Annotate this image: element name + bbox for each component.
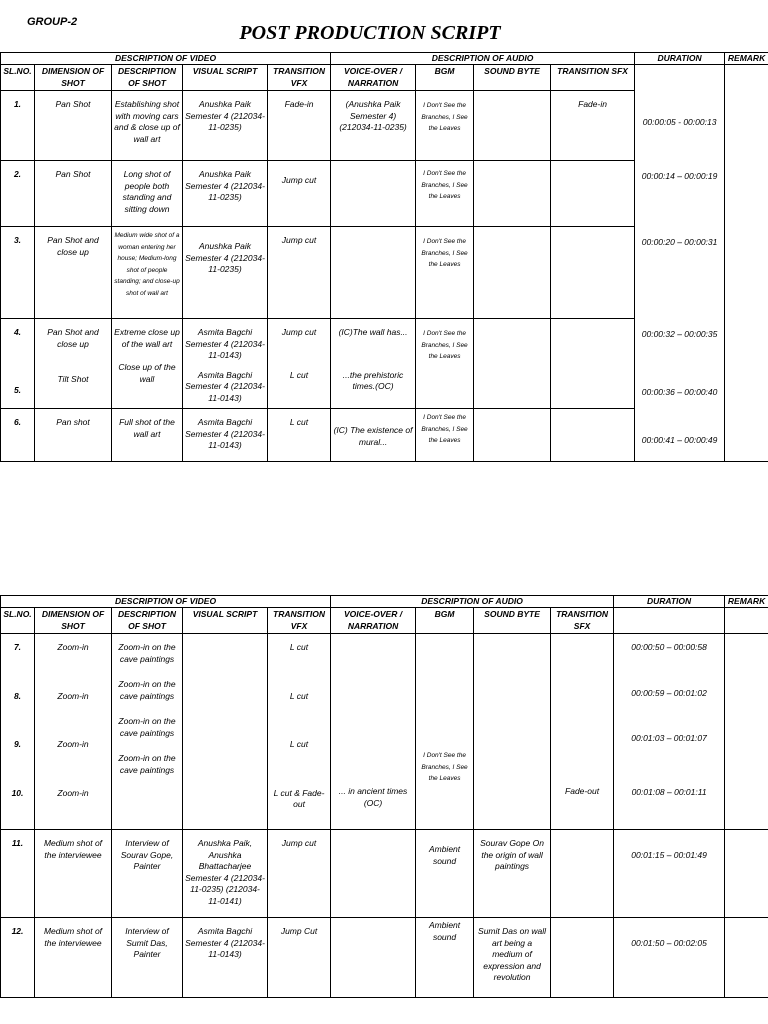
duration-cell: 00:00:41 – 00:00:49 [641,435,718,445]
voice-over-cell: ... in ancient times (OC) [331,634,416,830]
sl-10: 10. [11,787,24,798]
voice-over-5: ...the prehistoric times.(OC) [342,369,404,391]
col-visual-script-header: VISUAL SCRIPT [183,608,268,634]
sound-byte-cell [474,91,551,161]
description-text: Medium wide shot of a woman entering her house; Medium-long shot of people standing; and close-up shot of wall art [114,232,180,297]
description-cell: Interview of Sourav Gope, Painter [112,830,183,918]
audio-group-header: DESCRIPTION OF AUDIO [331,53,635,65]
transition-vfx-5: L cut [289,369,309,380]
sl-5: 5. [13,384,22,395]
visual-script-cell: Anushka Paik, Anushka Bhattacharjee Semester 4 (212034-11-0235) (212034-11-0141) [183,830,268,918]
col-sound-byte-header: SOUND BYTE [474,608,551,634]
col-voice-over-header: VOICE-OVER / NARRATION [331,65,416,91]
bgm-text: I Don't See the Branches, I See the Leaves [421,330,468,360]
video-group-header: DESCRIPTION OF VIDEO [1,53,331,65]
video-group-header: DESCRIPTION OF VIDEO [1,596,331,608]
col-voice-over-header: VOICE-OVER / NARRATION [331,608,416,634]
transition-vfx-cell: Jump cut [268,830,331,918]
transition-sfx-cell [551,409,635,462]
duration-cell: 00:01:50 – 00:02:05 [614,918,725,998]
col-description-header: DESCRIPTION OF SHOT [112,608,183,634]
group-header-row [1,596,768,608]
bgm-text: I Don't See the Branches, I See the Leaves [421,752,468,782]
description-cell [112,227,183,319]
duration-cell: 00:00:32 – 00:00:35 [641,329,718,339]
dimension-cell: Pan Shot [35,91,112,161]
bgm-cell [416,319,474,409]
bgm-cell: Ambient sound [416,830,474,918]
dimension-cell: Medium shot of the interviewee [35,918,112,998]
dimension-cell: Pan Shot and close up [35,227,112,319]
transition-vfx-cell [268,634,331,830]
sl-cell: 2. [1,161,35,227]
voice-over-cell: (Anushka Paik Semester 4) (212034-11-0235) [331,91,416,161]
duration-7: 00:00:50 – 00:00:58 [631,642,707,652]
description-9: Zoom-in on the cave paintings [118,716,176,738]
bgm-cell [416,227,474,319]
dimension-cell: Pan shot [35,409,112,462]
visual-script-cell [183,634,268,830]
remark-header: REMARK [725,53,768,65]
table-row [1,634,768,830]
page-title: POST PRODUCTION SCRIPT [239,22,501,44]
duration-cell: 00:00:14 – 00:00:19 [641,171,718,181]
transition-sfx-cell [551,227,635,319]
sl-4: 4. [13,327,22,337]
transition-vfx-4: Jump cut [281,327,317,337]
script-table-2 [0,595,768,998]
transition-vfx-cell: L cut [268,409,331,462]
voice-over-cell [331,227,416,319]
description-cell [112,319,183,409]
bgm-cell [416,409,474,462]
visual-script-5: Asmita Bagchi Semester 4 (212034-11-0143) [185,369,265,403]
audio-group-header: DESCRIPTION OF AUDIO [331,596,614,608]
remark-cell [725,918,768,998]
col-bgm-header: BGM [416,65,474,91]
visual-script-cell: Anushka Paik Semester 4 (212034-11-0235) [183,161,268,227]
sound-byte-cell [474,409,551,462]
transition-sfx-cell [551,830,614,918]
bgm-text: I Don't See the Branches, I See the Leaves [421,102,468,132]
table-row [1,918,768,998]
col-sl-header: SL.NO. [1,65,35,91]
dimension-4: Pan Shot and close up [47,327,99,349]
sl-cell: 3. [1,227,35,319]
sl-9: 9. [13,739,22,749]
transition-sfx-cell [551,918,614,998]
dimension-5: Tilt Shot [57,374,89,384]
visual-script-4: Asmita Bagchi Semester 4 (212034-11-0143) [185,327,265,360]
voice-over-4: (IC)The wall has... [338,327,408,337]
duration-cell: 00:00:05 - 00:00:13 [642,117,717,127]
visual-script-cell: Anushka Paik Semester 4 (212034-11-0235) [183,91,268,161]
dimension-cell [35,319,112,409]
visual-script-cell: Anushka Paik Semester 4 (212034-11-0235) [183,227,268,319]
bgm-cell: Ambient sound [416,918,474,998]
description-4: Extreme close up of the wall art [114,327,180,349]
sound-byte-cell: Sumit Das on wall art being a medium of expression and revolution [474,918,551,998]
sound-byte-cell [474,634,551,830]
voice-over-cell: (IC) The existence of mural... [331,409,416,462]
duration-header: DURATION [635,53,725,65]
duration-header: DURATION [614,596,725,608]
sl-cell: 6. [1,409,35,462]
description-5: Close up of the wall [118,362,176,384]
voice-over-cell [331,161,416,227]
remark-header: REMARK [725,596,768,608]
description-8: Zoom-in on the cave paintings [118,679,176,701]
transition-vfx-cell: Jump cut [268,161,331,227]
duration-column [635,65,725,462]
description-cell [112,634,183,830]
col-sound-byte-header: SOUND BYTE [474,65,551,91]
table-row [1,830,768,918]
bgm-cell [416,91,474,161]
description-cell: Full shot of the wall art [112,409,183,462]
bgm-cell [416,634,474,830]
description-7: Zoom-in on the cave paintings [118,642,176,664]
transition-sfx-cell [551,319,635,409]
col-transition-sfx-header: TRANSITION SFX [551,608,614,634]
transition-vfx-cell: Fade-in [268,91,331,161]
remark-cell [725,830,768,918]
duration-cell: 00:01:15 – 00:01:49 [614,830,725,918]
group-header-row [1,53,768,65]
col-transition-vfx-header: TRANSITION VFX [268,608,331,634]
sound-byte-cell: Sourav Gope On the origin of wall paintings [474,830,551,918]
dimension-7: Zoom-in [57,642,89,652]
description-cell: Long shot of people both standing and sitting down [112,161,183,227]
duration-10: 00:01:08 – 00:01:11 [631,786,707,797]
duration-cell: 00:00:20 – 00:00:31 [641,237,718,247]
description-10: Zoom-in on the cave paintings [118,753,176,775]
sl-cell: 12. [1,918,35,998]
sound-byte-cell [474,227,551,319]
voice-over-cell [331,830,416,918]
description-cell: Interview of Sumit Das, Painter [112,918,183,998]
transition-vfx-10: L cut & Fade-out [273,787,325,809]
description-cell: Establishing shot with moving cars and & close up of wall art [112,91,183,161]
duration-cell: 00:00:36 – 00:00:40 [641,387,718,397]
sound-byte-cell [474,161,551,227]
col-transition-vfx-header: TRANSITION VFX [268,65,331,91]
dimension-9: Zoom-in [57,739,89,749]
col-description-header: DESCRIPTION OF SHOT [112,65,183,91]
transition-vfx-9: L cut [289,739,309,749]
dimension-cell [35,634,112,830]
script-table-1 [0,52,768,462]
sl-cell: 11. [1,830,35,918]
sl-8: 8. [13,690,22,701]
sl-cell [1,634,35,830]
transition-vfx-8: L cut [289,690,309,701]
duration-8: 00:00:59 – 00:01:02 [631,687,707,698]
sl-cell: 1. [1,91,35,161]
transition-vfx-cell: Jump Cut [268,918,331,998]
transition-vfx-cell [268,319,331,409]
voice-over-cell [331,319,416,409]
transition-sfx-cell: Fade-in [551,91,635,161]
transition-sfx-cell [551,161,635,227]
remark-header-filler [725,608,768,634]
dimension-cell: Pan Shot [35,161,112,227]
col-dimension-header: DIMENSION OF SHOT [35,65,112,91]
dimension-8: Zoom-in [57,690,89,701]
voice-over-cell [331,918,416,998]
duration-9: 00:01:03 – 00:01:07 [631,733,707,743]
bgm-text: I Don't See the Branches, I See the Leaves [421,414,468,444]
transition-vfx-cell: Jump cut [268,227,331,319]
col-dimension-header: DIMENSION OF SHOT [35,608,112,634]
bgm-cell [416,161,474,227]
remark-cell [725,634,768,830]
sl-cell [1,319,35,409]
sound-byte-cell [474,319,551,409]
dimension-cell: Medium shot of the interviewee [35,830,112,918]
visual-script-cell: Asmita Bagchi Semester 4 (212034-11-0143) [183,918,268,998]
transition-vfx-7: L cut [289,642,309,652]
dimension-10: Zoom-in [57,787,89,798]
col-bgm-header: BGM [416,608,474,634]
col-transition-sfx-header: TRANSITION SFX [551,65,635,91]
col-sl-header: SL.NO. [1,608,35,634]
duration-cell [614,634,725,830]
col-visual-script-header: VISUAL SCRIPT [183,65,268,91]
visual-script-cell: Asmita Bagchi Semester 4 (212034-11-0143) [183,409,268,462]
column-header-row [1,65,768,91]
bgm-text: I Don't See the Branches, I See the Leaves [421,170,468,200]
visual-script-cell [183,319,268,409]
sl-7: 7. [13,642,22,652]
remark-column [725,65,768,462]
group-label: GROUP-2 [27,16,78,28]
bgm-text: I Don't See the Branches, I See the Leaves [421,238,468,268]
transition-sfx-cell: Fade-out [551,634,614,830]
column-header-row [1,608,768,634]
duration-header-filler [614,608,725,634]
